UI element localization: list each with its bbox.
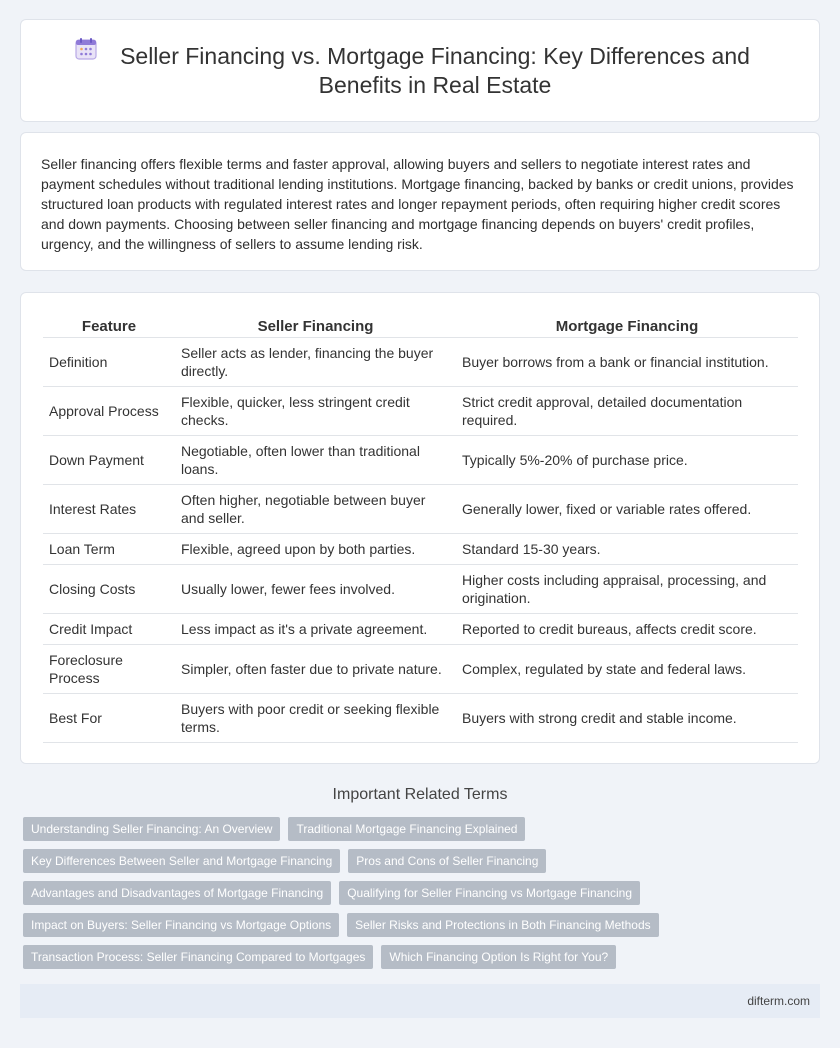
tag-row (23, 817, 823, 841)
table-row (43, 613, 798, 644)
table-row (43, 533, 798, 564)
intro-card (20, 132, 820, 271)
feature-cell: Down Payment (43, 435, 175, 484)
seller-cell: Often higher, negotiable between buyer and seller. (175, 484, 456, 533)
mortgage-cell: Higher costs including appraisal, processing, and origination. (456, 564, 798, 613)
seller-cell: Usually lower, fewer fees involved. (175, 564, 456, 613)
related-terms-list (23, 817, 823, 977)
footer (20, 984, 820, 1018)
table-row (43, 484, 798, 533)
table-row (43, 435, 798, 484)
seller-cell: Flexible, quicker, less stringent credit checks. (175, 386, 456, 435)
related-term-tag[interactable]: Key Differences Between Seller and Mortgage Financing (23, 849, 340, 873)
mortgage-cell: Typically 5%-20% of purchase price. (456, 435, 798, 484)
header-mortgage-financing: Mortgage Financing (456, 315, 798, 337)
table-row (43, 693, 798, 742)
mortgage-cell: Generally lower, fixed or variable rates offered. (456, 484, 798, 533)
tag-row (23, 881, 823, 905)
mortgage-cell: Buyers with strong credit and stable income. (456, 693, 798, 742)
table-row (43, 386, 798, 435)
related-term-tag[interactable]: Advantages and Disadvantages of Mortgage Financing (23, 881, 331, 905)
header-card (20, 19, 820, 122)
feature-cell: Definition (43, 337, 175, 386)
mortgage-cell: Standard 15-30 years. (456, 533, 798, 564)
footer-site-link[interactable]: difterm.com (747, 994, 810, 1008)
mortgage-cell: Strict credit approval, detailed documentation required. (456, 386, 798, 435)
feature-cell: Loan Term (43, 533, 175, 564)
tag-row (23, 913, 823, 937)
feature-cell: Foreclosure Process (43, 644, 175, 693)
seller-cell: Flexible, agreed upon by both parties. (175, 533, 456, 564)
related-terms-title: Important Related Terms (332, 786, 508, 803)
feature-cell: Interest Rates (43, 484, 175, 533)
related-term-tag[interactable]: Understanding Seller Financing: An Overview (23, 817, 280, 841)
related-term-tag[interactable]: Pros and Cons of Seller Financing (348, 849, 546, 873)
related-term-tag[interactable]: Impact on Buyers: Seller Financing vs Mortgage Options (23, 913, 339, 937)
table-row (43, 337, 798, 386)
seller-cell: Less impact as it's a private agreement. (175, 613, 456, 644)
seller-cell: Seller acts as lender, financing the buyer directly. (175, 337, 456, 386)
seller-cell: Buyers with poor credit or seeking flexible terms. (175, 693, 456, 742)
table-row (43, 564, 798, 613)
feature-cell: Approval Process (43, 386, 175, 435)
seller-cell: Simpler, often faster due to private nature. (175, 644, 456, 693)
intro-text: Seller financing offers flexible terms and faster approval, allowing buyers and sellers to negotiate interest rates and payment schedules without traditional lending institutions. Mortgage financing, backed by banks or credit unions, provides structured loan products with regulated interest rates and longer repayment periods, often requiring higher credit scores and down payments. Choosing between seller financing and mortgage financing depends on buyers' credit profiles, urgency, and the willingness of sellers to assume lending risk. (41, 156, 794, 252)
header-seller-financing: Seller Financing (175, 315, 456, 337)
mortgage-cell: Complex, regulated by state and federal laws. (456, 644, 798, 693)
mortgage-cell: Buyer borrows from a bank or financial institution. (456, 337, 798, 386)
related-term-tag[interactable]: Seller Risks and Protections in Both Financing Methods (347, 913, 658, 937)
feature-cell: Best For (43, 693, 175, 742)
related-term-tag[interactable]: Traditional Mortgage Financing Explained (288, 817, 525, 841)
mortgage-cell: Reported to credit bureaus, affects credit score. (456, 613, 798, 644)
page-title: Seller Financing vs. Mortgage Financing: Key Differences and Benefits in Real Estate (120, 43, 750, 98)
tag-row (23, 945, 823, 969)
feature-cell: Credit Impact (43, 613, 175, 644)
feature-cell: Closing Costs (43, 564, 175, 613)
related-term-tag[interactable]: Transaction Process: Seller Financing Compared to Mortgages (23, 945, 373, 969)
seller-cell: Negotiable, often lower than traditional loans. (175, 435, 456, 484)
tag-row (23, 849, 823, 873)
table-row (43, 644, 798, 693)
comparison-table (43, 315, 798, 743)
related-term-tag[interactable]: Qualifying for Seller Financing vs Mortgage Financing (339, 881, 640, 905)
related-term-tag[interactable]: Which Financing Option Is Right for You? (381, 945, 616, 969)
header-feature: Feature (43, 315, 175, 337)
comparison-table-card (20, 292, 820, 764)
table-header-row (43, 315, 798, 337)
